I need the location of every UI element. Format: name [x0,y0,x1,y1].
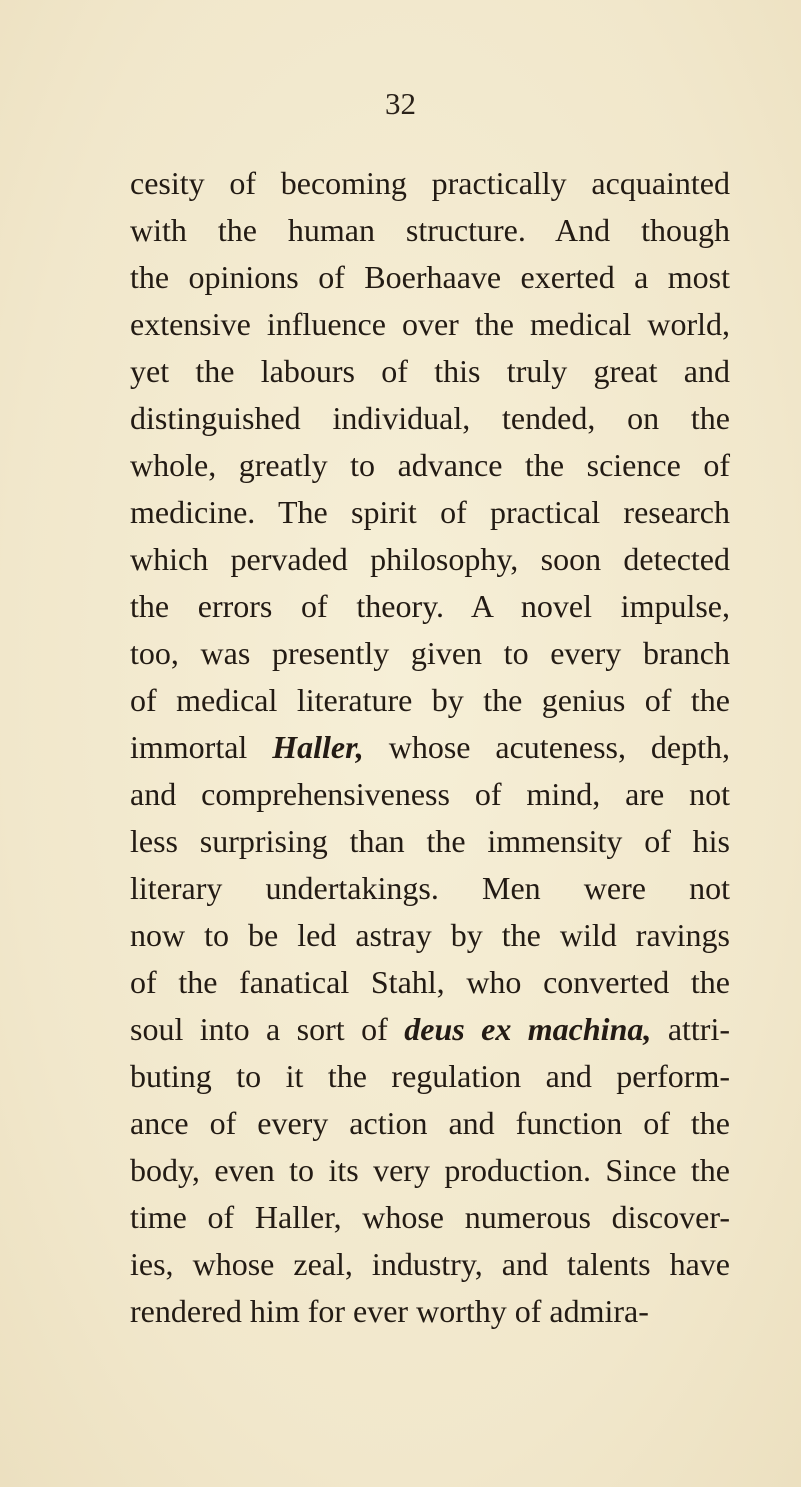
text-line: distinguished individual, tended, on the [130,400,730,436]
text-line: and comprehensiveness of mind, are not [130,776,730,812]
text-line: rendered him for ever worthy of admira- [130,1293,649,1329]
text-line: too, was presently given to every branch [130,635,730,671]
italic-phrase-deus-ex-machina: deus ex machina, [404,1011,652,1047]
body-text [130,160,730,1335]
italic-name-haller: Haller, [272,729,364,765]
text-line: of medical literature by the genius of the [130,682,730,718]
text-line: ies, whose zeal, industry, and talents have [130,1246,730,1282]
text-line: buting to it the regulation and perform- [130,1058,730,1094]
text-line: extensive influence over the medical world, [130,306,730,342]
text-line: which pervaded philosophy, soon detected [130,541,730,577]
text-line: now to be led astray by the wild ravings [130,917,730,953]
text-line: literary undertakings. Men were not [130,870,730,906]
text-line: immortal Haller, whose acuteness, depth, [130,729,731,765]
text-line: less surprising than the immensity of his [130,823,730,859]
text-line: yet the labours of this truly great and [130,353,730,389]
text-line: body, even to its very production. Since the [130,1152,730,1188]
text-line: the opinions of Boerhaave exerted a most [130,259,730,295]
text-line: ance of every action and function of the [130,1105,730,1141]
text-line: of the fanatical Stahl, who converted the [130,964,730,1000]
text-line: with the human structure. And though [130,212,730,248]
text-line: the errors of theory. A novel impulse, [130,588,730,624]
text-line: soul into a sort of deus ex machina, attri- [130,1011,731,1047]
page-number: 32 [385,86,416,121]
text-line: cesity of becoming practically acquainted [130,165,730,201]
text-line: medicine. The spirit of practical research [130,494,730,530]
text-line: time of Haller, whose numerous discover- [130,1199,730,1235]
text-line: whole, greatly to advance the science of [130,447,730,483]
